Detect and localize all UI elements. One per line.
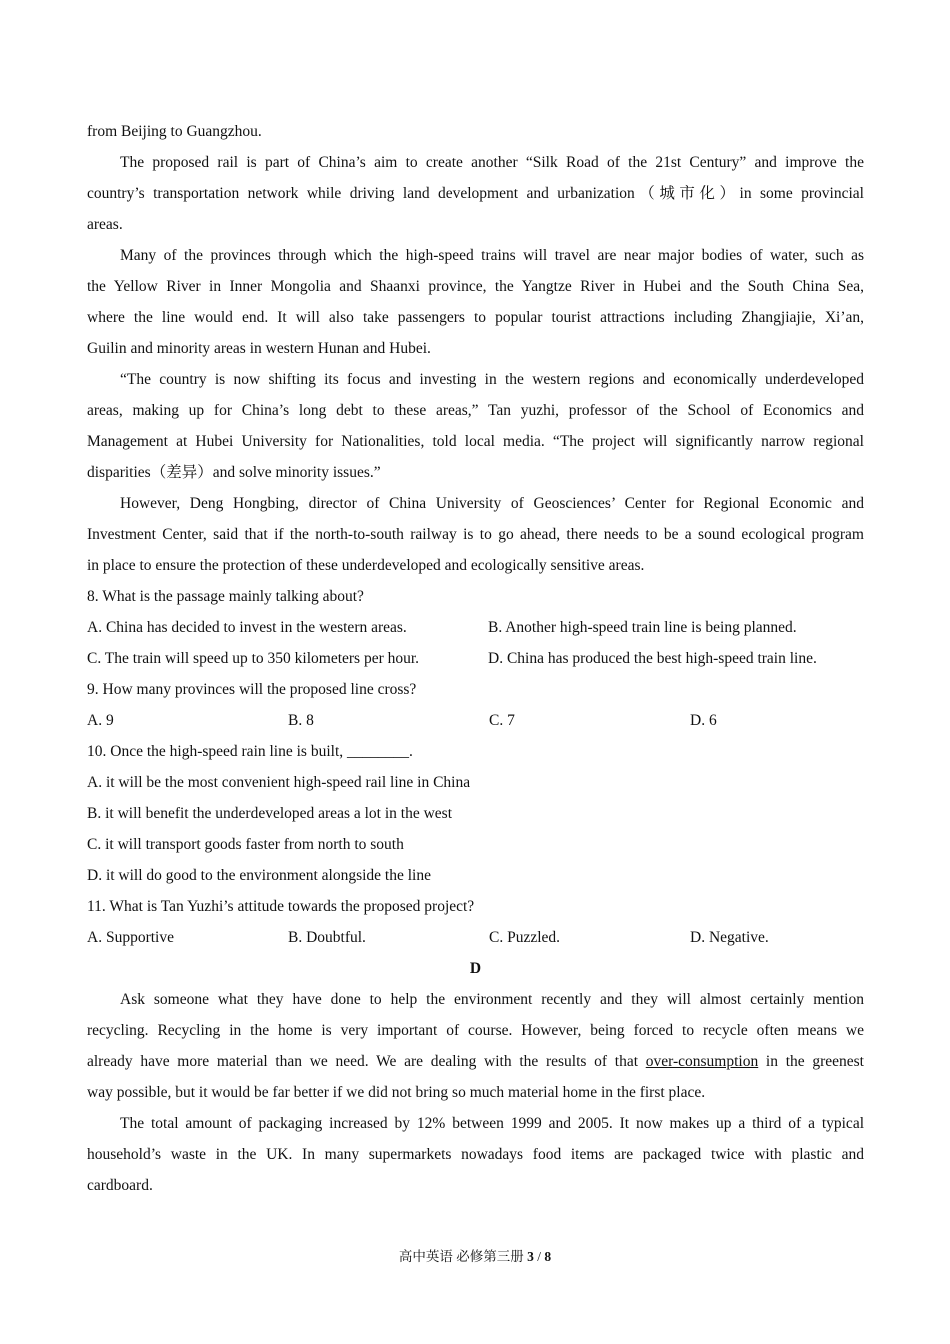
document-body <box>87 116 864 1201</box>
question-10 <box>87 736 864 891</box>
option-d: D. China has produced the best high-speed train line. <box>488 650 817 667</box>
paragraph-silk-road <box>87 147 864 240</box>
footer-title: 高中英语 必修第三册 <box>398 1249 524 1264</box>
question-11 <box>87 891 864 953</box>
paragraph-tan-yuzhi-quote <box>87 364 864 488</box>
option-d: D. Negative. <box>690 929 769 946</box>
underlined-term: over-consumption <box>645 1053 759 1070</box>
options-row <box>87 643 864 674</box>
option-c: C. 7 <box>489 712 515 729</box>
footer-page-number: 3 <box>527 1249 534 1264</box>
text-line: Guilin and minority areas in western Hunan and Hubei. <box>87 340 431 357</box>
option-d: D. it will do good to the environment alongside the line <box>87 867 431 884</box>
option-c: C. it will transport goods faster from north to south <box>87 836 404 853</box>
option-a: A. 9 <box>87 712 114 729</box>
text-line: country’s transportation network while driving land development and urbanization（城市化）in some provincial <box>87 185 864 202</box>
paragraph-provinces <box>87 240 864 364</box>
text-segment: already have more material than we need. We are dealing with the results of that <box>87 1053 646 1070</box>
text-line: Ask someone what they have done to help the environment recently and they will almost certainly mention <box>120 991 864 1008</box>
option-a: A. it will be the most convenient high-speed rail line in China <box>87 774 471 791</box>
text-line: way possible, but it would be far better if we did not bring so much material home in the first place. <box>87 1084 706 1101</box>
text-line: “The country is now shifting its focus and investing in the western regions and economically underdeveloped <box>120 371 864 388</box>
option-a: A. Supportive <box>87 929 174 946</box>
text-line <box>87 1046 864 1077</box>
option-c: C. The train will speed up to 350 kilometers per hour. <box>87 650 420 667</box>
text-line: the Yellow River in Inner Mongolia and Shaanxi province, the Yangtze River in Hubei and the South China Sea, <box>87 278 864 295</box>
text-line: Many of the provinces through which the high-speed trains will travel are near major bodies of water, such as <box>120 247 864 264</box>
paragraph-recycling <box>87 984 864 1108</box>
question-9 <box>87 674 864 736</box>
options-row <box>87 705 864 736</box>
option-b: B. it will benefit the underdeveloped areas a lot in the west <box>87 805 452 822</box>
option-a: A. China has decided to invest in the western areas. <box>87 619 407 636</box>
text-line: in place to ensure the protection of these underdeveloped and ecologically sensitive areas. <box>87 557 645 574</box>
text-line: Investment Center, said that if the north-to-south railway is to go ahead, there needs to be a sound ecological program <box>87 526 864 543</box>
option-b: B. Doubtful. <box>288 929 366 946</box>
options-row <box>87 922 864 953</box>
text-line: Management at Hubei University for Nationalities, told local media. “The project will significantly narrow regional <box>87 433 864 450</box>
text-line: The total amount of packaging increased by 12% between 1999 and 2005. It now makes up a third of a typical <box>120 1115 864 1132</box>
page-footer <box>0 1245 950 1265</box>
text-line: household’s waste in the UK. In many supermarkets nowadays food items are packaged twice with plastic and <box>87 1146 864 1163</box>
option-b: B. Another high-speed train line is being planned. <box>488 619 797 636</box>
footer-separator: / <box>533 1249 545 1264</box>
option-c: C. Puzzled. <box>489 929 561 946</box>
text-line: cardboard. <box>87 1177 153 1194</box>
text-segment: in the greenest <box>758 1053 864 1070</box>
text-line: However, Deng Hongbing, director of China University of Geosciences’ Center for Regional Economic and <box>120 495 864 512</box>
text-line: recycling. Recycling in the home is very important of course. However, being forced to recycle often means we <box>87 1022 864 1039</box>
footer-total-pages: 8 <box>544 1249 552 1264</box>
paragraph-continuation: from Beijing to Guangzhou. <box>87 123 262 140</box>
question-text: 9. How many provinces will the proposed line cross? <box>87 681 417 698</box>
text-line: areas, making up for China’s long debt to these areas,” Tan yuzhi, professor of the School of Economics and <box>87 402 864 419</box>
text-line: where the line would end. It will also take passengers to popular tourist attractions including Zhangjiajie, Xi’an, <box>87 309 864 326</box>
paragraph-packaging <box>87 1108 864 1201</box>
text-line: areas. <box>87 216 123 233</box>
text-line: The proposed rail is part of China’s aim to create another “Silk Road of the 21st Century” and improve the <box>120 154 864 171</box>
option-d: D. 6 <box>690 712 717 729</box>
question-8 <box>87 581 864 674</box>
paragraph-deng-hongbing <box>87 488 864 581</box>
question-text: 10. Once the high-speed rain line is built, ________. <box>87 743 413 760</box>
option-b: B. 8 <box>288 712 314 729</box>
section-heading-d: D <box>469 960 482 977</box>
options-row <box>87 612 864 643</box>
text-line: disparities（差异）and solve minority issues.” <box>87 464 381 481</box>
question-text: 8. What is the passage mainly talking about? <box>87 588 364 605</box>
question-text: 11. What is Tan Yuzhi’s attitude towards the proposed project? <box>87 898 475 915</box>
